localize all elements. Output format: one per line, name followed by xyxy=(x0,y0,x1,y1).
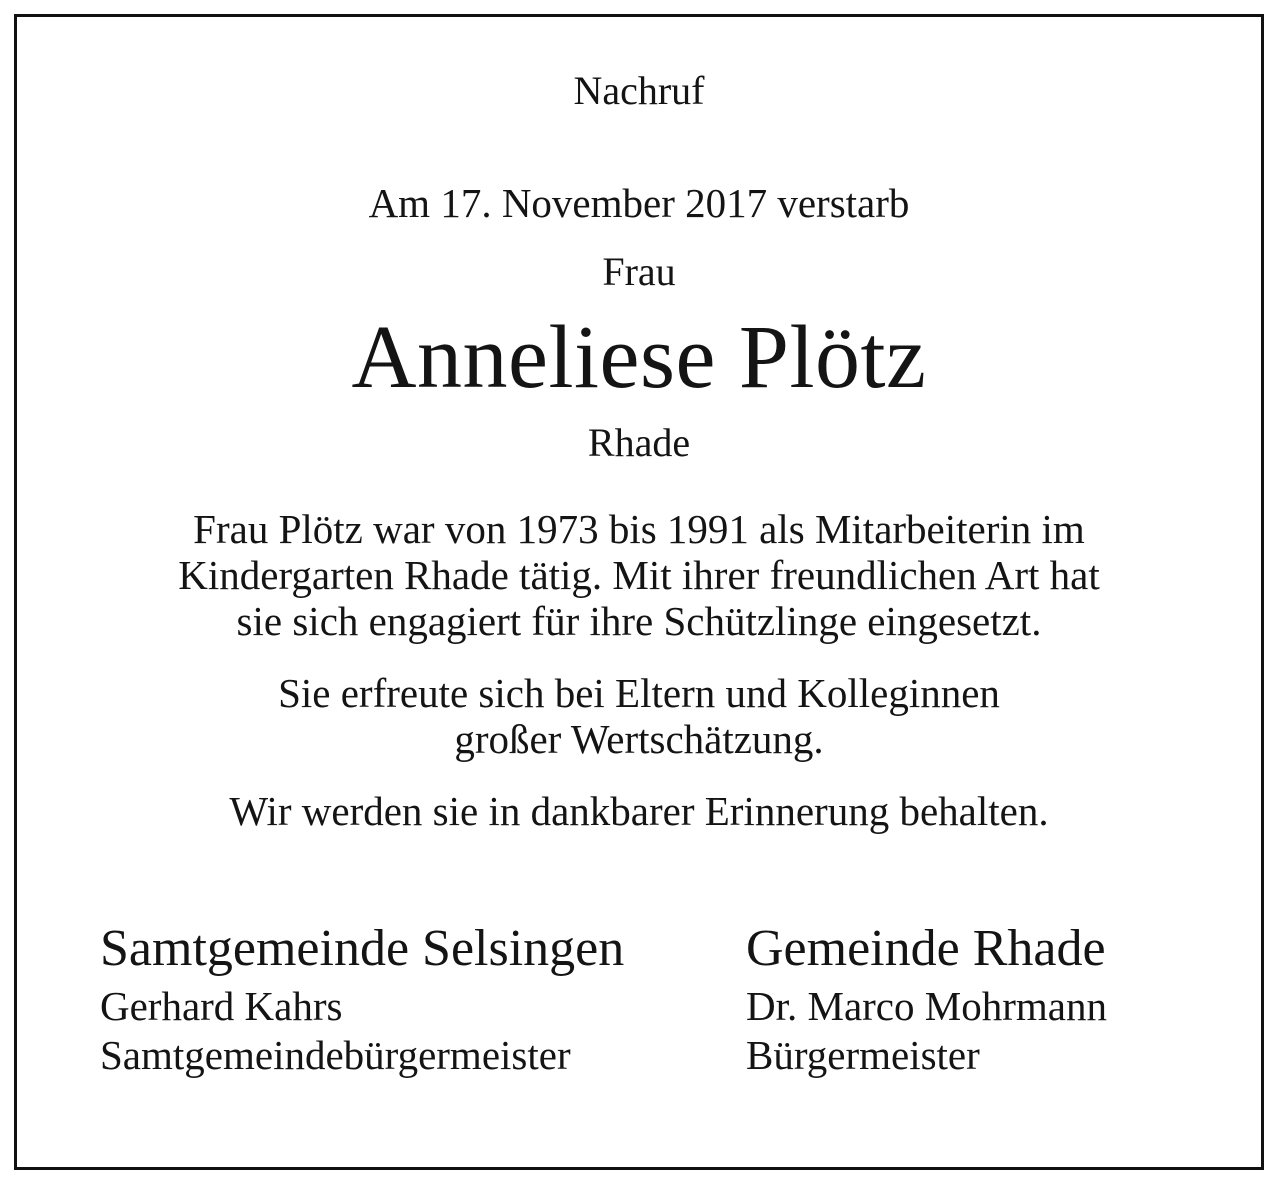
obituary-frame xyxy=(14,14,1264,1170)
paragraph-line: großer Wertschätzung. xyxy=(454,716,824,762)
hometown: Rhade xyxy=(587,420,691,465)
notice-heading: Nachruf xyxy=(573,68,705,113)
paragraph-line: Sie erfreute sich bei Eltern und Kolleginnen xyxy=(278,670,1000,716)
organization-name: Gemeinde Rhade xyxy=(746,920,1106,977)
signatory-person: Dr. Marco Mohrmann xyxy=(746,983,1107,1029)
tribute-paragraph-work xyxy=(17,506,1261,644)
signatory-person: Gerhard Kahrs xyxy=(100,983,343,1029)
signatory-selsingen xyxy=(100,920,624,1080)
paragraph-line: sie sich engagiert für ihre Schützlinge eingesetzt. xyxy=(236,598,1042,644)
paragraph-line: Kindergarten Rhade tätig. Mit ihrer freundlichen Art hat xyxy=(178,552,1100,598)
paragraph-line: Wir werden sie in dankbarer Erinnerung behalten. xyxy=(229,788,1049,834)
paragraph-line: Frau Plötz war von 1973 bis 1991 als Mitarbeiterin im xyxy=(193,506,1085,552)
signatory-role: Samtgemeindebürgermeister xyxy=(100,1032,571,1078)
deceased-name: Anneliese Plötz xyxy=(351,308,927,407)
signatory-role: Bürgermeister xyxy=(746,1032,980,1078)
organization-name: Samtgemeinde Selsingen xyxy=(100,920,625,977)
death-date-line: Am 17. November 2017 verstarb xyxy=(368,180,910,226)
honorific: Frau xyxy=(602,249,676,294)
signatory-rhade xyxy=(746,920,1107,1080)
tribute-paragraph-remembrance xyxy=(17,788,1261,834)
tribute-paragraph-esteem xyxy=(17,670,1261,762)
